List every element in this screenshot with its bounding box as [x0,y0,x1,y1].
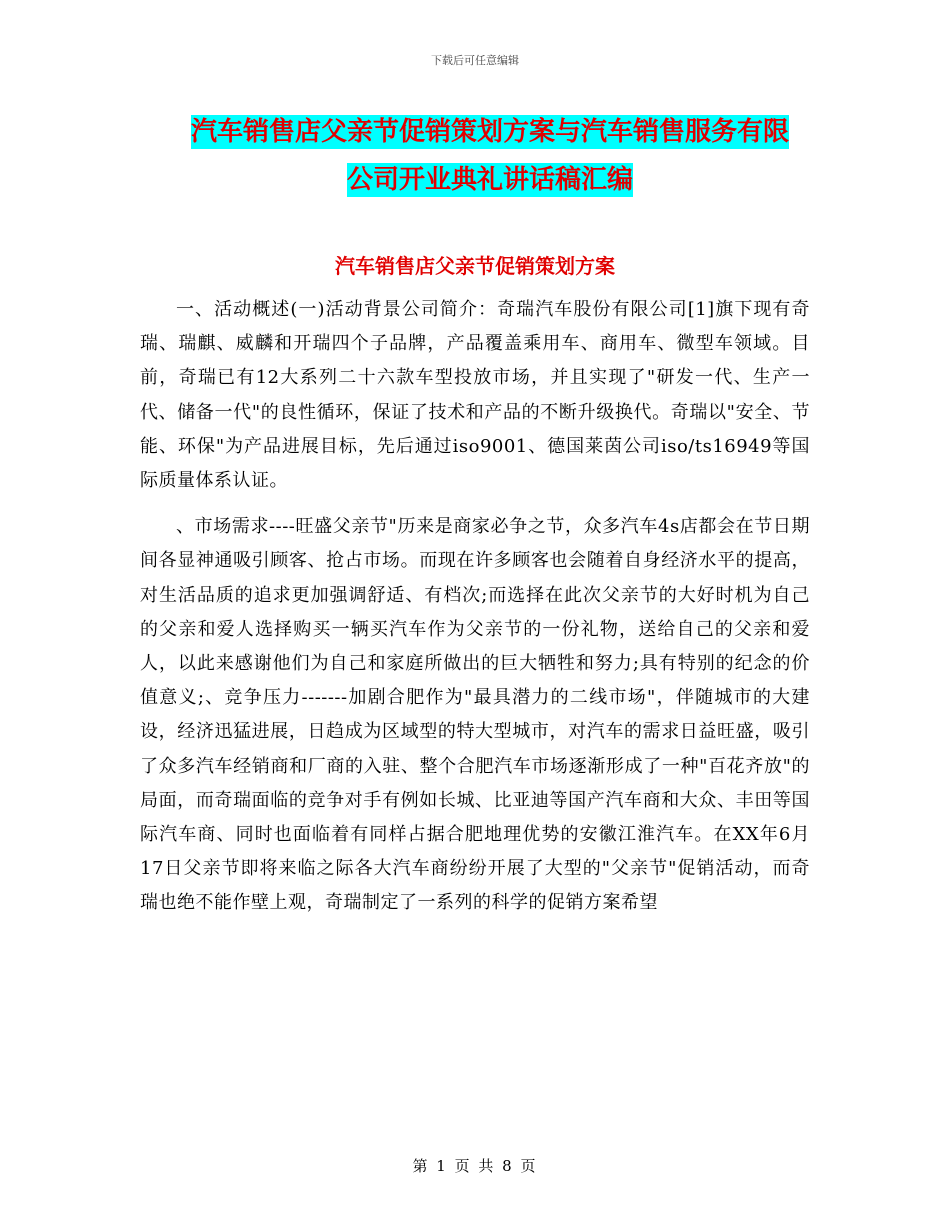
paragraph-market-demand: 、市场需求----旺盛父亲节"历来是商家必争之节，众多汽车4s店都会在节日期间各显神通吸引顾客、抢占市场。而现在许多顾客也会随着自身经济水平的提高，对生活品质的追求更加强调舒适、有档次;而选择在此次父亲节的大好时机为自己的父亲和爱人选择购买一辆买汽车作为父亲节的一份礼物，送给自己的父亲和爱人，以此来感谢他们为自己和家庭所做出的巨大牺牲和努力;具有特别的纪念的价值意义;、竞争压力-------加剧合肥作为"最具潜力的二线市场"，伴随城市的大建设，经济迅猛进展，日趋成为区域型的特大型城市，对汽车的需求日益旺盛，吸引了众多汽车经销商和厂商的入驻、整个合肥汽车市场逐渐形成了一种"百花齐放"的局面，而奇瑞面临的竞争对手有例如长城、比亚迪等国产汽车商和大众、丰田等国际汽车商、同时也面临着有同样占据合肥地理优势的安徽江淮汽车。在XX年6月17日父亲节即将来临之际各大汽车商纷纷开展了大型的"父亲节"促销活动，而奇瑞也绝不能作壁上观，奇瑞制定了一系列的科学的促销方案希望 [140,516,810,914]
page-number: 第 1 页 共 8 页 [412,1157,538,1175]
document-title [140,108,840,204]
document-title-line-2: 公司开业典礼讲话稿汇编 [346,165,633,195]
header-note: 下载后可任意编辑 [431,54,519,67]
section-title: 汽车销售店父亲节促销策划方案 [335,254,615,278]
body-text [140,293,810,921]
document-title-line-1: 汽车销售店父亲节促销策划方案与汽车销售服务有限 [190,117,789,147]
paragraph-activity-overview: 一、活动概述(一)活动背景公司简介：奇瑞汽车股份有限公司[1]旗下现有奇瑞、瑞麒、威麟和开瑞四个子品牌，产品覆盖乘用车、商用车、微型车领域。目前，奇瑞已有12大系列二十六款车型投放市场，并且实现了"研发一代、生产一代、储备一代"的良性循环，保证了技术和产品的不断升级换代。奇瑞以"安全、节能、环保"为产品进展目标，先后通过iso9001、德国莱茵公司iso/ts16949等国际质量体系认证。 [140,299,810,492]
